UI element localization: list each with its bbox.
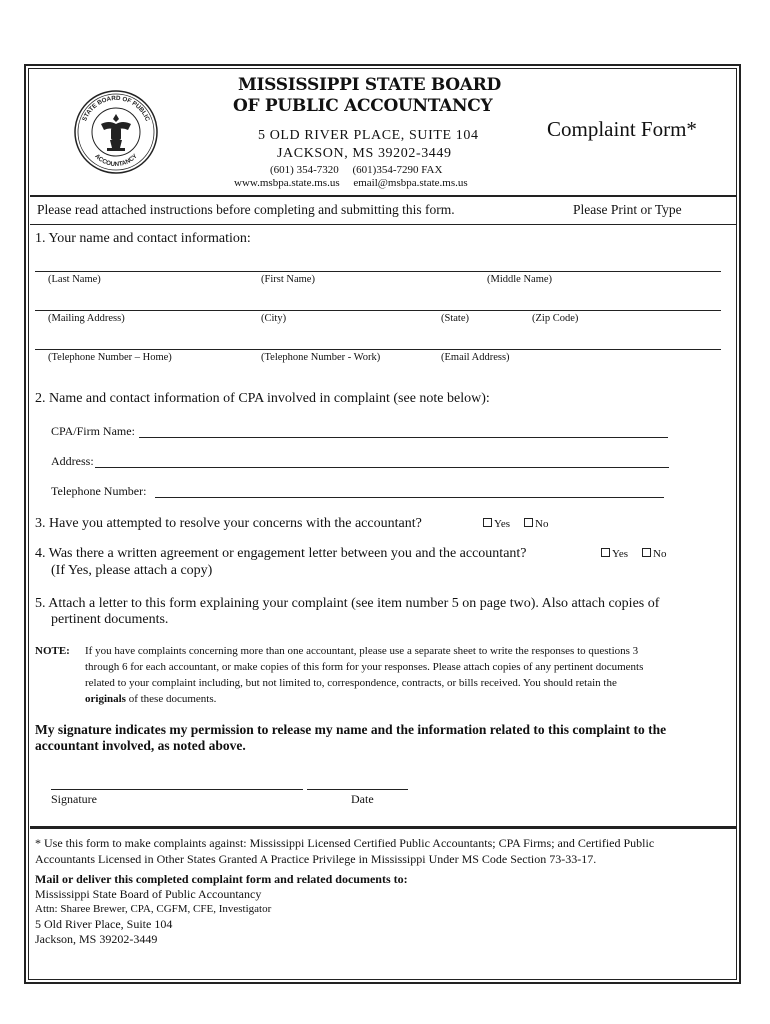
signature-statement-line2: accountant involved, as noted above. [35, 738, 246, 753]
date-label: Date [351, 792, 374, 806]
section4-yes-label: Yes [612, 548, 629, 560]
section4-yes-option[interactable] [601, 548, 628, 560]
header-title-line2: OF PUBLIC ACCOUNTANCY [233, 96, 493, 116]
cpa-address-field[interactable] [95, 467, 669, 468]
mail-address-line1: Mississippi State Board of Public Accountancy [35, 887, 262, 901]
phone-email-line[interactable] [35, 349, 721, 350]
header-address-line1: 5 OLD RIVER PLACE, SUITE 104 [258, 128, 479, 143]
state-board-seal [74, 90, 158, 174]
mail-address-line4: Jackson, MS 39202-3449 [35, 932, 158, 946]
mailing-address-label: (Mailing Address) [48, 313, 125, 324]
mail-address-line3: 5 Old River Place, Suite 104 [35, 917, 173, 931]
header-web-email: www.msbpa.state.ms.us email@msbpa.state.ms.us [234, 177, 468, 189]
city-label: (City) [261, 313, 287, 324]
section3-question: 3. Have you attempted to resolve your concerns with the accountant? [35, 516, 422, 531]
section3-no-checkbox[interactable] [524, 518, 533, 527]
section4-question: 4. Was there a written agreement or engagement letter between you and the accountant? [35, 546, 527, 561]
home-phone-label: (Telephone Number – Home) [48, 352, 172, 363]
section3-no-option[interactable] [524, 518, 548, 530]
seal-bottom-text: ACCOUNTANCY [93, 152, 139, 169]
cpa-firm-name-field[interactable] [139, 437, 668, 438]
section3-yes-label: Yes [494, 518, 511, 530]
signature-field[interactable] [51, 789, 303, 790]
email-address-label: (Email Address) [441, 352, 510, 363]
section4-no-checkbox[interactable] [642, 548, 651, 557]
section2-heading: 2. Name and contact information of CPA involved in complaint (see note below): [35, 391, 490, 406]
note-line2: through 6 for each accountant, or make copies of this form for your responses. Please attach copies of any pertinent documents [85, 661, 644, 673]
mail-heading: Mail or deliver this completed complaint form and related documents to: [35, 872, 408, 886]
note-line1: If you have complaints concerning more than one accountant, please use a separate sheet to write the responses to questions 3 [85, 645, 639, 657]
name-line[interactable] [35, 271, 721, 272]
footer-divider [30, 826, 736, 829]
section5-line1: 5. Attach a letter to this form explaining your complaint (see item number 5 on page two). Also attach copies of [35, 596, 660, 611]
work-phone-label: (Telephone Number - Work) [261, 352, 381, 363]
footer-asterisk-line1: * Use this form to make complaints against: Mississippi Licensed Certified Public Accountants; CPA Firms; and Certified Public [35, 836, 655, 850]
header-phone-fax: (601) 354-7320 (601)354-7290 FAX [270, 164, 443, 176]
header-address-line2: JACKSON, MS 39202-3449 [277, 146, 452, 161]
date-field[interactable] [307, 789, 408, 790]
note-line4-rest: of these documents. [125, 693, 217, 705]
state-label: (State) [441, 313, 469, 324]
cpa-telephone-label: Telephone Number: [51, 484, 147, 498]
cpa-telephone-field[interactable] [155, 497, 664, 498]
section3-yes-option[interactable] [483, 518, 510, 530]
cpa-firm-name-label: CPA/Firm Name: [51, 424, 135, 438]
section1-heading: 1. Your name and contact information: [35, 231, 251, 246]
note-line3: related to your complaint including, but not limited to, correspondence, contracts, or bills received. You should retain the [85, 677, 617, 689]
middle-name-label: (Middle Name) [487, 274, 553, 285]
instructions-note: Please read attached instructions before completing and submitting this form. [37, 202, 455, 217]
address-line[interactable] [35, 310, 721, 311]
last-name-label: (Last Name) [48, 274, 101, 285]
form-title: Complaint Form* [547, 117, 697, 141]
first-name-label: (First Name) [261, 274, 315, 285]
signature-label: Signature [51, 792, 97, 806]
zip-code-label: (Zip Code) [532, 313, 579, 324]
footer-asterisk-line2: Accountants Licensed in Other States Granted A Practice Privilege in Mississippi Under MS Code Section 73-33-17. [35, 852, 597, 866]
section4-yes-checkbox[interactable] [601, 548, 610, 557]
note-originals-emphasis: originals [85, 693, 126, 705]
section5-line2: pertinent documents. [51, 612, 169, 627]
cpa-address-label: Address: [51, 454, 94, 468]
header-title-line1: MISSISSIPPI STATE BOARD [238, 75, 501, 95]
instructions-divider [30, 224, 736, 225]
section4-no-label: No [653, 548, 667, 560]
section4-subnote: (If Yes, please attach a copy) [51, 563, 213, 578]
section3-yes-checkbox[interactable] [483, 518, 492, 527]
header-divider [30, 195, 736, 197]
note-line4 [85, 691, 216, 707]
print-or-type-note: Please Print or Type [573, 202, 682, 217]
section4-no-option[interactable] [642, 548, 666, 560]
section3-no-label: No [535, 518, 549, 530]
note-label: NOTE: [35, 645, 70, 657]
svg-text:ACCOUNTANCY [93, 152, 139, 168]
signature-statement-line1: My signature indicates my permission to release my name and the information related to this complaint to the [35, 722, 667, 737]
mail-address-line2: Attn: Sharee Brewer, CPA, CGFM, CFE, Investigator [35, 903, 272, 915]
seal-top-text: STATE BOARD OF PUBLIC [81, 94, 151, 123]
